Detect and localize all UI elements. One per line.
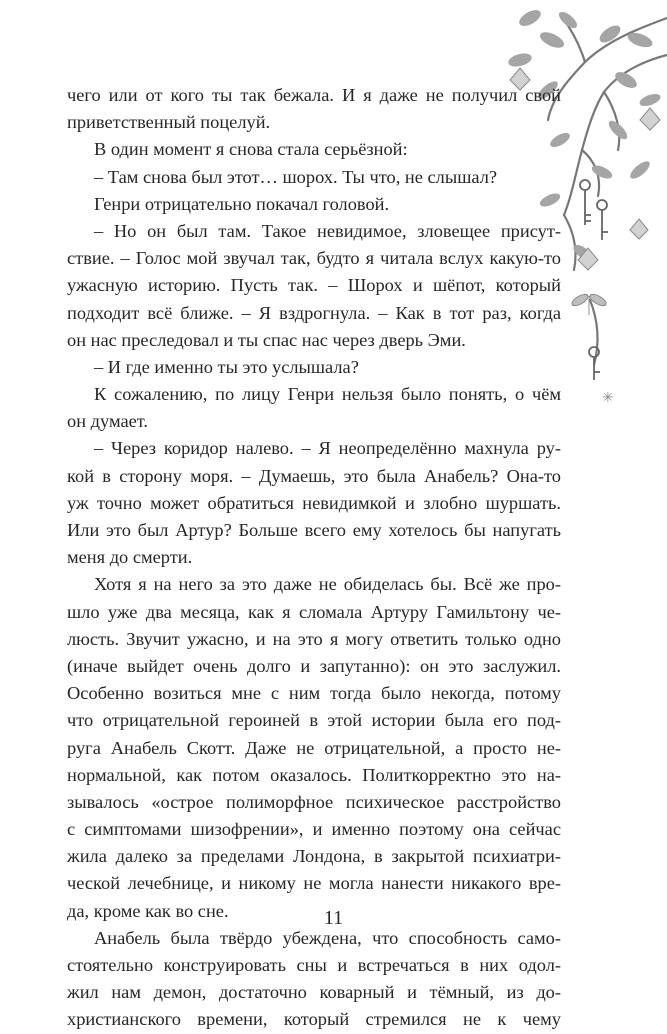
text-line: Хотя я на него за это даже не обиделась бы. Всё же про- [94, 574, 561, 595]
text-line: руга Анабель Скотт. Даже не отрицательной, а просто не- [67, 737, 561, 758]
text-line: да, кроме как во сне. [67, 900, 229, 921]
text-line: стоятельно конструировать сны и встречаться в них одол- [67, 955, 561, 975]
text-line: он думает. [67, 411, 149, 432]
text-line: приветственный поцелуй. [67, 112, 271, 133]
text-line: шло уже два месяца, как я сломала Артуру Гамильтону че- [67, 601, 561, 622]
text-line: – Но он был там. Такое невидимое, зловещее присут- [94, 220, 561, 241]
page-text [67, 82, 561, 1034]
text-line: уж точно может обратиться невидимкой и злобно шуршать. [67, 492, 561, 513]
svg-text:✳: ✳ [602, 391, 614, 406]
text-line: (иначе выйдет очень долго и запутанно): он это заслужил. [67, 655, 561, 676]
text-line: христианского времени, который стремился не к чему [67, 1009, 561, 1030]
text-line: – Через коридор налево. – Я неопределённо махнула ру- [94, 438, 561, 459]
text-line: В один момент я снова стала серьёзной: [94, 139, 408, 160]
text-line: люсть. Звучит ужасно, и на это я могу ответить только одно [67, 628, 561, 649]
text-line: ужасную историю. Пусть так. – Шорох и шёпот, который [67, 275, 561, 296]
text-line: что отрицательной героиней в этой истории была его под- [67, 710, 561, 731]
text-line: с симптомами шизофрении», и именно поэтому она сейчас [67, 819, 561, 840]
text-line: нормальной, как потом оказалось. Политкорректно это на- [67, 764, 561, 785]
text-line: К сожалению, по лицу Генри нельзя было понять, о чём [94, 384, 561, 405]
text-line: Анабель была твёрдо убеждена, что способность само- [94, 927, 561, 948]
text-line: он нас преследовал и ты спас нас через дверь Эми. [67, 329, 466, 350]
text-line: зывалось «острое полиморфное психическое расстройство [67, 791, 561, 812]
text-line: кой в сторону моря. – Думаешь, это была Анабель? Она-то [67, 465, 561, 486]
text-line: ческой лечебнице, и никому не могла нанести никакого вре- [67, 873, 561, 894]
text-line: чего или от кого ты так бежала. И я даже не получил свой [67, 85, 561, 105]
text-line: жил нам демон, достаточно коварный и тёмный, из до- [67, 982, 561, 1003]
text-line: ствие. – Голос мой звучал так, будто я читала вслух какую-то [67, 248, 561, 269]
text-line: Генри отрицательно покачал головой. [94, 193, 390, 214]
text-line: меня до смерти. [67, 547, 193, 568]
page-number: 11 [323, 907, 344, 929]
text-line: Или это был Артур? Больше всего ему хотелось бы напугать [67, 520, 561, 540]
text-line: подходит всё ближе. – Я вздрогнула. – Как в тот раз, когда [67, 302, 561, 323]
text-line: жила далеко за пределами Лондона, в закрытой психиатри- [67, 846, 561, 867]
text-line: Особенно возиться мне с ним тогда было некогда, потому [67, 683, 561, 704]
text-line: – И где именно ты это услышала? [94, 356, 359, 377]
text-line: – Там снова был этот… шорох. Ты что, не слышал? [94, 166, 498, 187]
